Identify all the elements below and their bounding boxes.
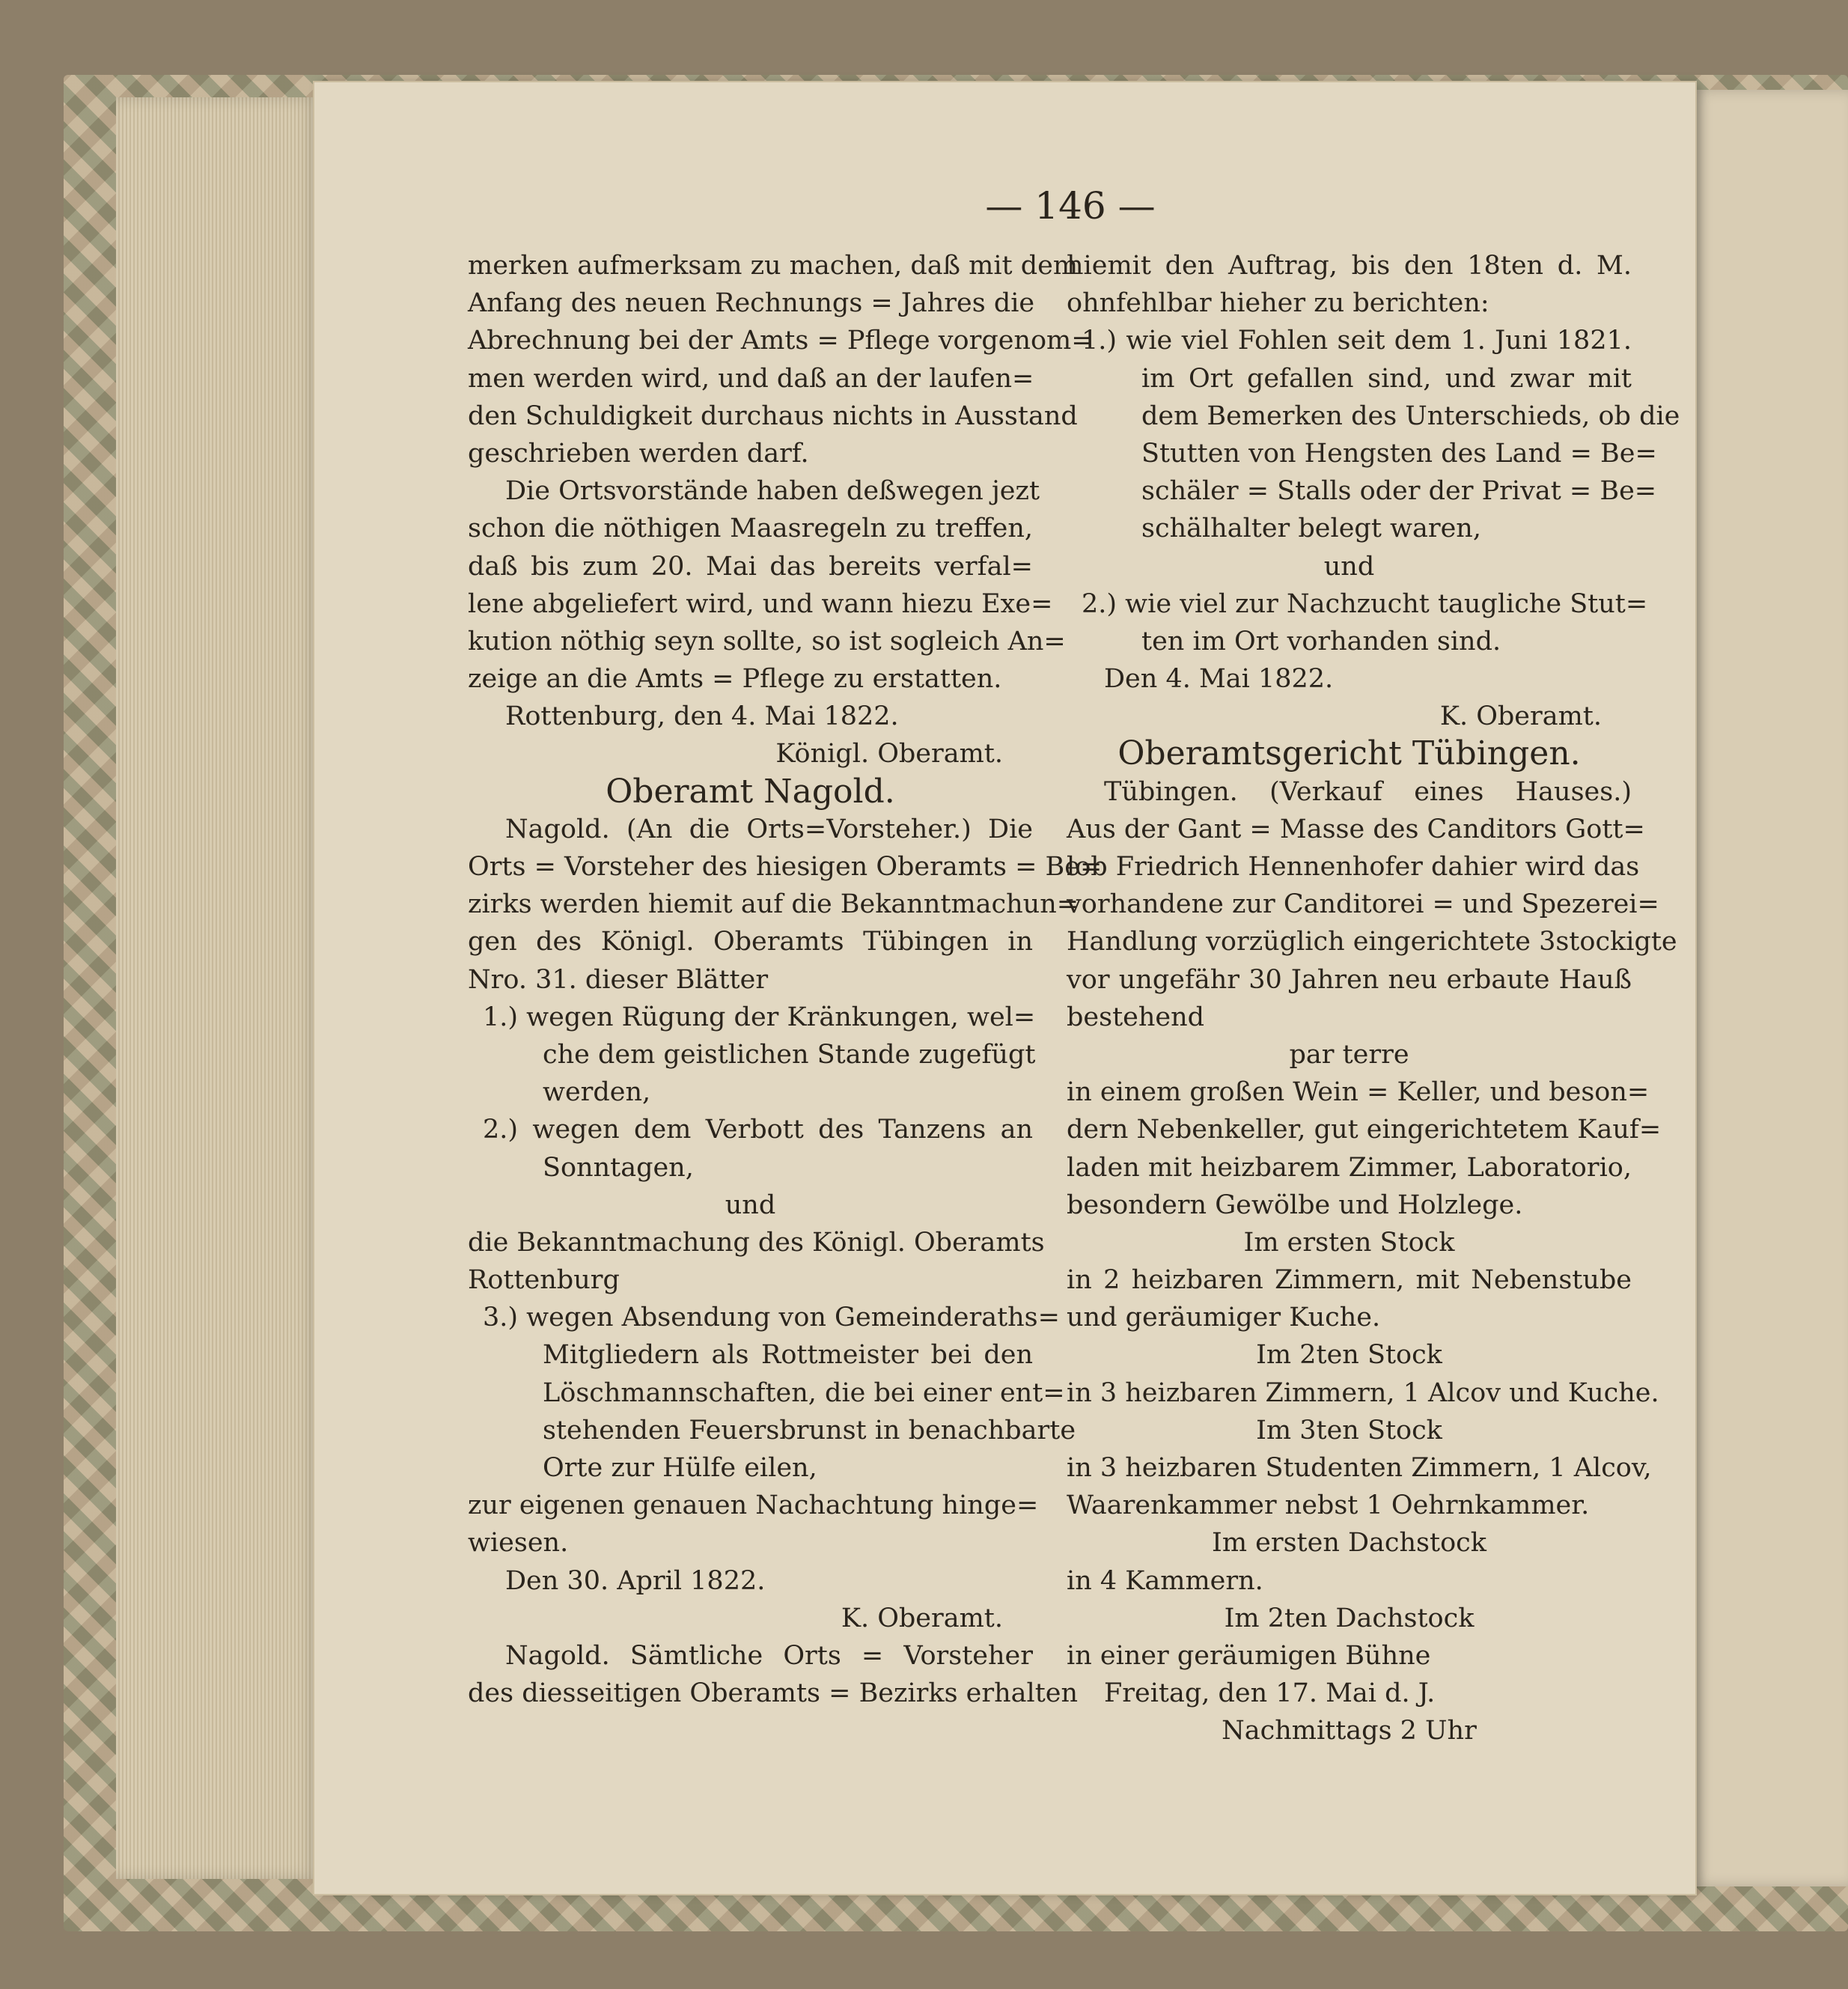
text-line: und — [1323, 551, 1375, 582]
text-line: den Schuldigkeit durchaus nichts in Ausstand — [468, 400, 1078, 431]
text-line: Nro. 31. dieser Blätter — [468, 964, 769, 995]
list-item: Löschmannschaften, die bei einer ent= — [543, 1377, 1065, 1408]
list-item: im Ort gefallen sind, und zwar mit — [1141, 363, 1632, 394]
text-line: Nagold. (An die Orts=Vorsteher.) Die — [505, 814, 1033, 844]
text-line: laden mit heizbarem Zimmer, Laboratorio, — [1067, 1152, 1632, 1183]
list-item: werden, — [543, 1077, 651, 1108]
signature: K. Oberamt. — [1439, 701, 1602, 732]
text-line: lob Friedrich Hennenhofer dahier wird das — [1067, 852, 1640, 882]
list-item: schäler = Stalls oder der Privat = Be= — [1141, 476, 1657, 507]
place-date: Rottenburg, den 4. Mai 1822. — [505, 701, 899, 732]
text-line: daß bis zum 20. Mai das bereits verfal= — [468, 551, 1033, 582]
text-line: in einem großen Wein = Keller, und beson= — [1067, 1077, 1650, 1108]
subheading: par terre — [1289, 1039, 1409, 1070]
list-item: 1.) wie viel Fohlen seit dem 1. Juni 1821. — [1082, 326, 1632, 356]
list-item: Mitgliedern als Rottmeister bei den — [543, 1340, 1033, 1371]
text-line: und — [725, 1190, 776, 1220]
text-line: dern Nebenkeller, gut eingerichtetem Kauf= — [1067, 1115, 1662, 1145]
section-heading: Oberamtsgericht Tübingen. — [1117, 734, 1581, 773]
text-line: Anfang des neuen Rechnungs = Jahres die — [468, 288, 1035, 319]
text-line: hiemit den Auftrag, bis den 18ten d. M. — [1067, 251, 1632, 281]
list-item: stehenden Feuersbrunst in benachbarte — [543, 1415, 1076, 1446]
next-page-edge — [1692, 90, 1848, 1886]
text-line: vorhandene zur Canditorei = und Spezerei= — [1067, 889, 1659, 920]
text-line: Abrechnung bei der Amts = Pflege vorgenom= — [468, 326, 1094, 356]
text-line: und geräumiger Kuche. — [1067, 1303, 1381, 1333]
text-line: Nachmittags 2 Uhr — [1222, 1716, 1477, 1746]
text-line: Aus der Gant = Masse des Canditors Gott= — [1067, 814, 1645, 844]
text-line: Orts = Vorsteher des hiesigen Oberamts = Be= — [468, 852, 1103, 882]
list-item: 1.) wegen Rügung der Kränkungen, wel= — [483, 1002, 1036, 1032]
text-line: kution nöthig seyn sollte, so ist sogleich An= — [468, 626, 1066, 657]
list-item: 2.) wie viel zur Nachzucht taugliche Stut= — [1082, 588, 1648, 619]
text-line: bestehend — [1067, 1002, 1205, 1032]
text-line: Nagold. Sämtliche Orts = Vorsteher — [505, 1640, 1033, 1671]
list-item: schälhalter belegt waren, — [1141, 514, 1481, 544]
page-edges — [116, 97, 318, 1879]
text-line: besondern Gewölbe und Holzlege. — [1067, 1190, 1523, 1220]
text-line: Tübingen. (Verkauf eines Hauses.) — [1104, 776, 1632, 807]
text-line: lene abgeliefert wird, und wann hiezu Exe= — [468, 588, 1053, 619]
signature: Königl. Oberamt. — [775, 739, 1003, 770]
right-column — [1067, 247, 1680, 1750]
text-line: in 4 Kammern. — [1067, 1565, 1263, 1596]
list-item: che dem geistlichen Stande zugefügt — [543, 1039, 1036, 1070]
list-item: Stutten von Hengsten des Land = Be= — [1141, 438, 1657, 469]
subheading: Im 2ten Stock — [1256, 1340, 1442, 1371]
text-line: Handlung vorzüglich eingerichtete 3stockigte — [1067, 927, 1677, 957]
text-line: in 2 heizbaren Zimmern, mit Nebenstube — [1067, 1265, 1632, 1296]
list-item: 3.) wegen Absendung von Gemeinderaths= — [483, 1303, 1060, 1333]
text-line: schon die nöthigen Maasregeln zu treffen, — [468, 514, 1033, 544]
text-line: geschrieben werden darf. — [468, 438, 809, 469]
left-column — [468, 247, 1103, 1712]
signature: K. Oberamt. — [841, 1603, 1003, 1633]
text-line: Rottenburg — [468, 1265, 620, 1296]
text-line: des diesseitigen Oberamts = Bezirks erhalten — [468, 1678, 1079, 1709]
list-item: dem Bemerken des Unterschieds, ob die — [1141, 400, 1680, 431]
text-line: ohnfehlbar hieher zu berichten: — [1067, 288, 1489, 319]
text-line: in 3 heizbaren Studenten Zimmern, 1 Alcov, — [1067, 1453, 1652, 1483]
text-line: zur eigenen genauen Nachachtung hinge= — [468, 1490, 1039, 1521]
text-line: vor ungefähr 30 Jahren neu erbaute Hauß — [1067, 964, 1632, 995]
text-line: die Bekanntmachung des Königl. Oberamts — [468, 1227, 1045, 1258]
list-item: Sonntagen, — [543, 1152, 694, 1183]
page-number: — 146 — — [985, 184, 1156, 228]
subheading: Im ersten Stock — [1243, 1227, 1455, 1258]
text-line: merken aufmerksam zu machen, daß mit dem — [468, 251, 1079, 281]
text-line: men werden wird, und daß an der laufen= — [468, 363, 1034, 394]
text-line: zeige an die Amts = Pflege zu erstatten. — [468, 664, 1002, 695]
text-line: gen des Königl. Oberamts Tübingen in — [468, 927, 1033, 957]
section-heading: Oberamt Nagold. — [606, 772, 895, 811]
list-item: Orte zur Hülfe eilen, — [543, 1453, 817, 1483]
text-line: zirks werden hiemit auf die Bekanntmachun= — [468, 889, 1079, 920]
text-line: Freitag, den 17. Mai d. J. — [1104, 1678, 1436, 1709]
list-item: 2.) wegen dem Verbott des Tanzens an — [483, 1115, 1033, 1145]
text-line: Die Ortsvorstände haben deßwegen jezt — [505, 476, 1040, 507]
text-line: in 3 heizbaren Zimmern, 1 Alcov und Kuche. — [1067, 1377, 1659, 1408]
subheading: Im 2ten Dachstock — [1224, 1603, 1475, 1633]
subheading: Im ersten Dachstock — [1212, 1528, 1486, 1559]
text-line: wiesen. — [468, 1528, 569, 1559]
place-date: Den 4. Mai 1822. — [1104, 664, 1334, 695]
text-line: Waarenkammer nebst 1 Oehrnkammer. — [1067, 1490, 1590, 1521]
place-date: Den 30. April 1822. — [505, 1565, 766, 1596]
text-line: in einer geräumigen Bühne — [1067, 1640, 1431, 1671]
subheading: Im 3ten Stock — [1256, 1415, 1442, 1446]
list-item: ten im Ort vorhanden sind. — [1141, 626, 1501, 657]
